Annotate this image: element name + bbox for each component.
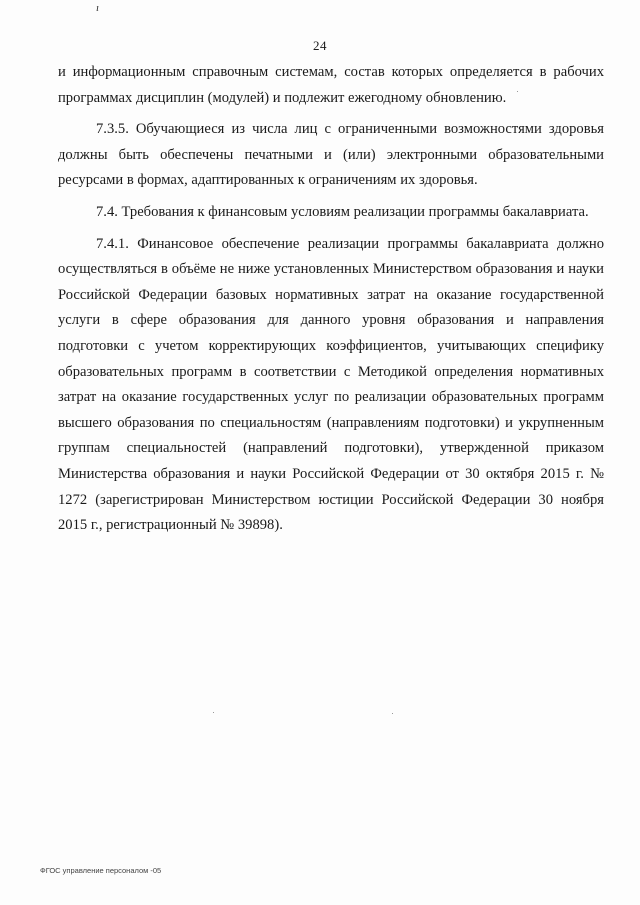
paragraph-7-4-1: 7.4.1. Финансовое обеспечение реализации программы бакалавриата должно осуществляться в объёме не ниже установленных Министерством образования и науки Российской Федерации базовых нормативных затрат на оказание государственной услуги в сфере образования для данного уровня образования и направления подготовки с учетом корректирующих коэффициентов, учитывающих специфику образовательных программ в соответствии с Методикой определения нормативных затрат на оказание государственных услуг по реализации образовательных программ высшего образования по специальностям (направлениям подготовки) и укрупненным группам специальностей (направлений подготовки), утвержденной приказом Министерства образования и науки Российской Федерации от 30 октября 2015 г. № 1272 (зарегистрирован Министерством юстиции Российской Федерации 30 ноября 2015 г., регистрационный № 39898).	[58, 235, 604, 534]
paragraph-7-4-heading: 7.4. Требования к финансовым условиям реализации программы бакалавриата.	[96, 203, 589, 220]
scan-speck	[517, 91, 518, 92]
page-number: 24	[313, 38, 327, 53]
scan-speck	[213, 712, 214, 713]
paragraph-continuation: и информационным справочным системам, состав которых определяется в рабочих программах дисциплин (модулей) и подлежит ежегодному обновлению.	[58, 64, 604, 106]
footer-note: ФГОС управление персоналом -05	[40, 866, 162, 875]
paragraph-7-3-5: 7.3.5. Обучающиеся из числа лиц с ограниченными возможностями здоровья должны быть обеспечены печатными и (или) электронными образовательными ресурсами в формах, адаптированных к ограничениям их здоровья.	[58, 121, 604, 189]
scan-speck	[392, 713, 393, 714]
scan-mark: ı	[96, 2, 100, 14]
document-body	[58, 60, 604, 545]
